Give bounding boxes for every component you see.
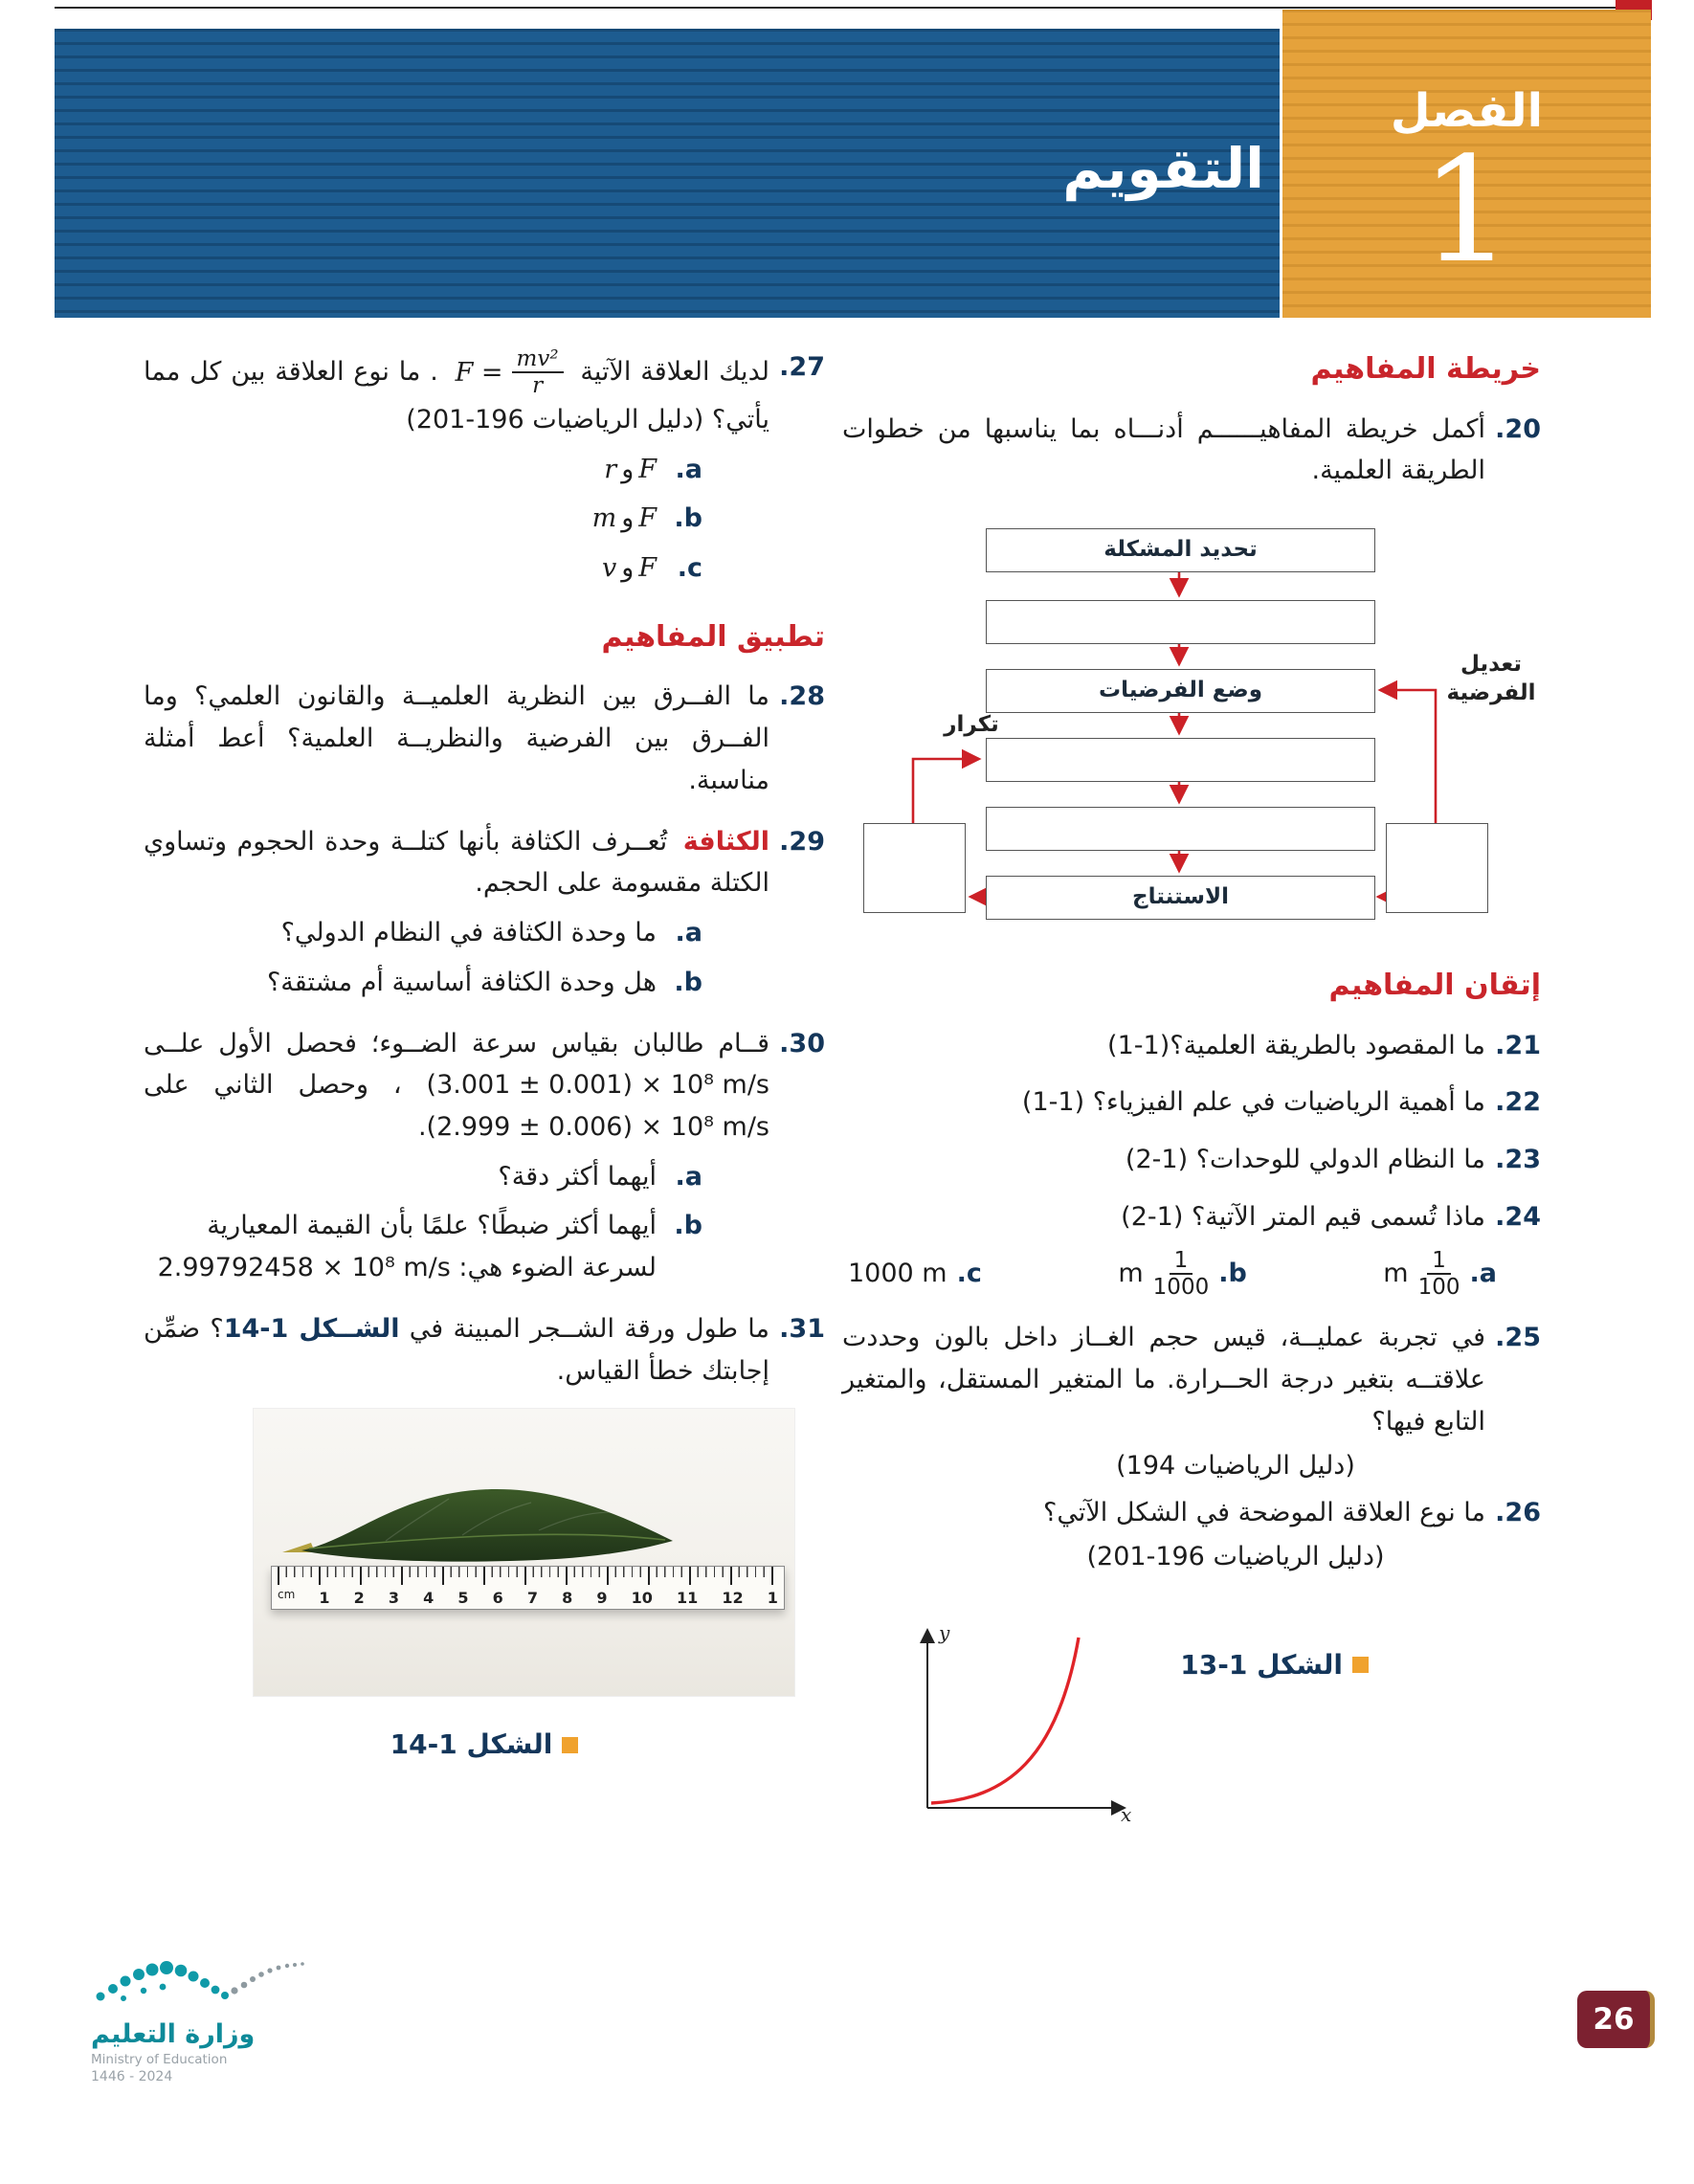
option-c	[144, 547, 702, 590]
fraction	[512, 346, 564, 399]
question-number: 24.	[1495, 1201, 1541, 1232]
column-right	[842, 346, 1541, 1822]
chapter-number: 1	[1420, 125, 1513, 295]
leaf-blade	[301, 1489, 673, 1562]
ruler-number: 1	[767, 1589, 778, 1608]
option-text: ما وحدة الكثافة في النظام الدولي؟	[280, 918, 657, 948]
flowchart-label-repeat: تكرار	[944, 712, 999, 738]
option-text: هل وحدة الكثافة أساسية أم مشتقة؟	[266, 967, 657, 997]
figure-13-caption: الشكل 1-13	[1180, 1648, 1343, 1681]
q24-option-a	[1383, 1248, 1497, 1301]
option-a	[144, 912, 702, 954]
question-text: قــام طالبان بقياس سرعة الضــوء؛ فحصل الأول علــى	[144, 1028, 769, 1059]
figure-14-reference: الشــكل 1-14	[223, 1313, 400, 1344]
heading-concept-map: خريطة المفاهيم	[1310, 352, 1541, 386]
ministry-name-english: Ministry of Education	[91, 2052, 228, 2067]
option-label: b.	[1218, 1259, 1247, 1289]
question-text: ما المقصود بالطريقة العلمية؟(1-1)	[1107, 1030, 1485, 1060]
variable: m	[591, 503, 617, 534]
variable: v	[601, 553, 617, 584]
keyword-density: الكثافة	[682, 826, 769, 857]
option-label: a.	[675, 918, 702, 948]
q24-option-b	[1118, 1248, 1246, 1301]
option-label: a.	[1469, 1259, 1497, 1289]
ruler-major-ticks	[278, 1567, 778, 1585]
question-text: ما طول ورقة الشــجر المبينة في	[409, 1313, 769, 1344]
ruler-number: 3	[388, 1589, 400, 1608]
heading-mastery: إتقان المفاهيم	[1328, 969, 1541, 1003]
ministry-years: 2024 - 1446	[91, 2069, 173, 2084]
heading-applying: تطبيق المفاهيم	[601, 619, 825, 654]
fraction-denominator: 100	[1417, 1275, 1460, 1301]
ruler	[271, 1566, 785, 1610]
flowchart-label-modify-hypothesis: تعديل الفرضية	[1446, 652, 1536, 705]
question-text: ما النظام الدولي للوحدات؟ (1-2)	[1125, 1145, 1485, 1175]
math-guide-reference: (دليل الرياضيات 196-201)	[406, 404, 704, 435]
q27-options	[144, 449, 769, 590]
fraction-denominator: 1000	[1152, 1275, 1210, 1301]
q29-options	[144, 912, 769, 1003]
question-22	[842, 1081, 1541, 1124]
ruler-number: 1	[319, 1589, 330, 1608]
question-number: 22.	[1495, 1087, 1541, 1118]
standard-value: 2.99792458 × 10⁸ m/s	[157, 1253, 451, 1283]
fraction-numerator: mv²	[512, 346, 564, 373]
figure-14-caption: الشكل 1-14	[390, 1728, 553, 1761]
fraction	[1418, 1248, 1460, 1301]
conjunction: و	[621, 503, 635, 534]
figure-14-label	[144, 1723, 825, 1766]
question-number: 20.	[1495, 413, 1541, 444]
leaf-photo	[254, 1409, 794, 1696]
figure-bullet-icon	[1352, 1657, 1369, 1673]
chapter-label: الفصل	[1390, 84, 1544, 138]
flowchart-box-empty-2	[986, 738, 1375, 782]
ruler-number: 11	[677, 1589, 699, 1608]
fraction-denominator: r	[532, 373, 544, 399]
figure-13-label	[1180, 1643, 1369, 1686]
variable: F	[638, 454, 657, 484]
question-number: 28.	[779, 681, 825, 712]
question-number: 21.	[1495, 1030, 1541, 1060]
question-text: أكمل خريطة المفاهيــــــم أدنـــاه بما يناسبها من خطوات الطريقة العلمية.	[842, 413, 1485, 486]
option-label: b.	[674, 967, 702, 997]
question-28	[144, 676, 825, 801]
question-text: . ما نوع العلاقة بين كل مما يأتي؟	[144, 356, 769, 435]
question-30	[144, 1023, 825, 1289]
ruler-number: 8	[562, 1589, 573, 1608]
concept-map-flowchart	[842, 507, 1541, 938]
ministry-logo	[91, 1945, 330, 2084]
question-text: ما نوع العلاقة الموضحة في الشكل الآتي؟	[1043, 1498, 1485, 1528]
conjunction: و	[621, 454, 635, 484]
ruler-number: 7	[526, 1589, 539, 1608]
flowchart-box-empty-1	[986, 600, 1375, 644]
flowchart-box-conclusion	[986, 876, 1375, 920]
question-text: ؟ ضمِّن إجابتك خطأ القياس.	[144, 1313, 769, 1386]
question-29	[144, 821, 825, 1004]
math-guide-reference: (دليل الرياضيات 196-201)	[1086, 1542, 1385, 1572]
conjunction: و	[621, 553, 635, 584]
variable: F	[638, 503, 657, 534]
option-label: a.	[675, 1161, 702, 1192]
value: 1000 m	[848, 1259, 947, 1289]
unit: m	[1118, 1259, 1144, 1289]
question-27	[144, 346, 825, 590]
question-number: 30.	[779, 1028, 825, 1059]
y-axis-label: y	[939, 1620, 950, 1644]
question-text: تُعــرف الكثافة بأنها كتلــة وحدة الحجوم وتساوي الكتلة مقسومة على الحجم.	[144, 826, 769, 899]
flowchart-box-side-right	[1386, 823, 1488, 913]
ruler-number: 5	[457, 1589, 469, 1608]
option-b	[144, 498, 702, 540]
option-text: أيهما أكثر دقة؟	[498, 1161, 657, 1192]
ruler-number: 10	[631, 1589, 653, 1608]
question-26	[842, 1492, 1541, 1577]
header-blue-band	[55, 29, 1280, 318]
question-number: 23.	[1495, 1145, 1541, 1175]
question-number: 31.	[779, 1313, 825, 1344]
question-21	[842, 1025, 1541, 1067]
option-a	[144, 449, 702, 491]
option-label: b.	[674, 503, 702, 534]
ruler-numbers	[278, 1586, 778, 1611]
chapter-box	[1280, 10, 1651, 318]
figure-bullet-icon	[562, 1737, 578, 1753]
ruler-number: 6	[492, 1589, 503, 1608]
ruler-number: 12	[722, 1589, 744, 1608]
fraction-numerator: 1	[1427, 1248, 1451, 1275]
flowchart-box-empty-3	[986, 807, 1375, 851]
ministry-logo-dots	[91, 1945, 311, 2014]
question-number: 25.	[1495, 1323, 1541, 1353]
formula-F-mv2-r	[456, 346, 564, 399]
option-b	[144, 962, 702, 1004]
q30-options	[144, 1156, 769, 1289]
question-number: 29.	[779, 826, 825, 857]
question-number: 26.	[1495, 1498, 1541, 1528]
question-text: ، وحصل الثاني على	[144, 1070, 402, 1101]
ruler-number: 4	[423, 1589, 435, 1608]
fraction-numerator: 1	[1170, 1248, 1193, 1275]
question-24	[842, 1196, 1541, 1238]
question-text: ما أهمية الرياضيات في علم الفيزياء؟ (1-1)	[1021, 1087, 1485, 1118]
question-text: ماذا تُسمى قيم المتر الآتية؟ (1-2)	[1121, 1201, 1485, 1232]
question-text: ما الفــرق بين النظرية العلميــة والقانون العلمي؟ وما الفــرق بين الفرضية والنظريــة العلمية؟ أعط أمثلة مناسبة.	[144, 681, 769, 795]
flowchart-box-define-problem	[986, 528, 1375, 572]
flowchart-box-label: وضع الفرضيات	[1099, 678, 1262, 703]
option-label: a.	[675, 454, 702, 484]
leaf-image	[280, 1480, 682, 1571]
ruler-number: 2	[353, 1589, 365, 1608]
q24-option-c	[848, 1253, 982, 1295]
ruler-number: 9	[596, 1589, 608, 1608]
question-20	[842, 409, 1541, 492]
option-label: c.	[956, 1259, 982, 1289]
option-label: b.	[674, 1211, 702, 1241]
ministry-name-arabic: وزارة التعليم	[91, 2019, 256, 2049]
unit: m	[1383, 1259, 1409, 1289]
column-left	[144, 346, 825, 1767]
variable: r	[604, 454, 617, 484]
flowchart-box-label: الاستنتاج	[1132, 884, 1230, 910]
option-b	[144, 1205, 702, 1288]
option-text: أيهما أكثر ضبطًا؟ علمًا بأن القيمة المعيارية لسرعة الضوء هي:	[207, 1211, 657, 1283]
question-text: لديك العلاقة الآتية	[580, 356, 769, 387]
option-a	[144, 1156, 702, 1198]
ruler-unit-label: cm	[278, 1588, 296, 1602]
q24-options	[842, 1246, 1541, 1301]
flowchart-box-label: تحديد المشكلة	[1103, 537, 1258, 563]
fraction	[1153, 1248, 1210, 1301]
question-number: 27.	[779, 352, 825, 382]
x-axis-label: x	[1121, 1802, 1132, 1822]
measurement-2: (2.999 ± 0.006) × 10⁸ m/s	[426, 1112, 769, 1143]
formula-lhs: F =	[455, 357, 503, 388]
option-label: c.	[677, 553, 702, 584]
flowchart-box-side-left	[863, 823, 966, 913]
math-guide-reference: (دليل الرياضيات 194)	[1116, 1450, 1355, 1481]
top-rule	[55, 7, 1648, 9]
measurement-1: (3.001 ± 0.001) × 10⁸ m/s	[426, 1070, 769, 1101]
question-31	[144, 1308, 825, 1392]
question-23	[842, 1139, 1541, 1181]
flowchart-box-form-hypotheses	[986, 669, 1375, 713]
page-title: التقويم	[1062, 136, 1264, 201]
question-25	[842, 1317, 1541, 1486]
period: .	[417, 1112, 427, 1143]
figure-13-block	[842, 1616, 1541, 1822]
exponential-curve	[931, 1638, 1079, 1803]
variable: F	[638, 553, 657, 584]
figure-13-graph	[897, 1616, 1136, 1822]
page-number-badge: 26	[1577, 1991, 1655, 2048]
question-text: في تجربة عمليــة، قيس حجم الغــاز داخل بالون وحددت علاقتــه بتغير درجة الحــرارة. ما المتغير المستقل، والمتغير التابع فيها؟	[842, 1323, 1485, 1437]
